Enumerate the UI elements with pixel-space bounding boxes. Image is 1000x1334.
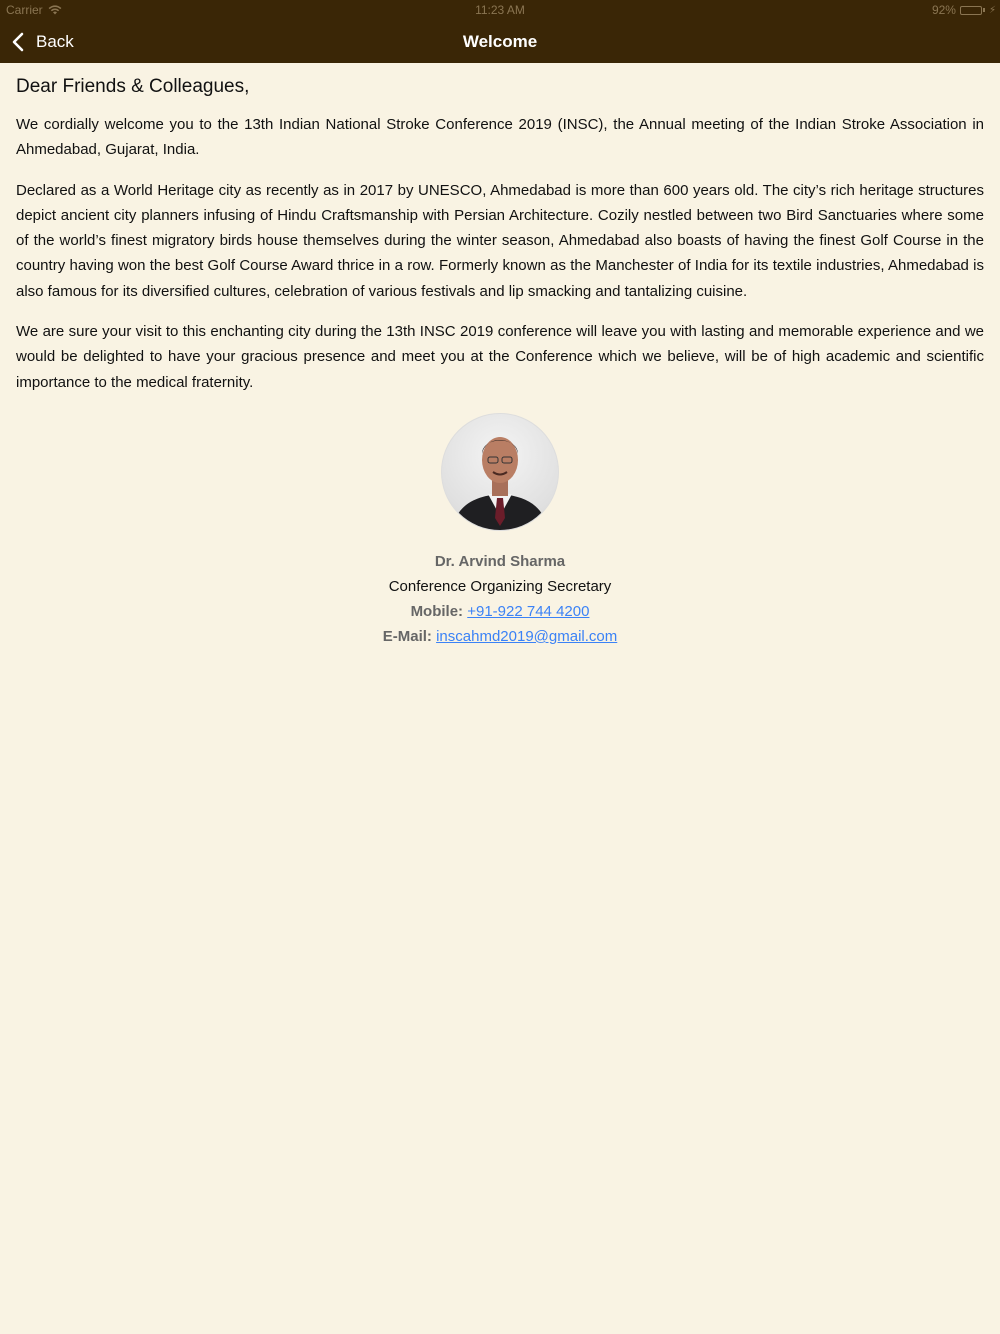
back-button[interactable] <box>8 20 74 63</box>
back-label: Back <box>36 31 74 51</box>
battery-tip <box>983 8 985 12</box>
city-paragraph: Declared as a World Heritage city as recently as in 2017 by UNESCO, Ahmedabad is more than 600 years old. The city’s rich heritage structures depict ancient city planners infusing of Hindu Craftsmanship with Persian Architecture. Cozily nestled between two Bird Sanctuaries where some of the world’s finest migratory birds house themselves during the winter season, Ahmedabad also boasts of having the finest Golf Course in the country having won the best Golf Course Award thrice in a row. Formerly known as the Manchester of India for its textile industries, Ahmedabad is also famous for its diversified cultures, celebration of various festivals and lip smacking and tantalizing cuisine. <box>16 181 984 300</box>
welcome-content <box>16 63 984 649</box>
battery-indicator <box>932 3 996 17</box>
page-title: Welcome <box>462 32 538 51</box>
battery-percent: 92% <box>931 3 956 17</box>
mobile-label: Mobile: <box>410 602 468 620</box>
email-link[interactable]: inscahmd2019@gmail.com <box>436 627 618 645</box>
email-label: E-Mail: <box>382 627 437 645</box>
battery-icon <box>960 6 982 15</box>
organizer-profile <box>16 413 984 649</box>
person-portrait-icon <box>442 414 558 530</box>
organizer-name: Dr. Arvind Sharma <box>434 552 566 570</box>
charging-icon: ⚡ <box>988 4 996 16</box>
status-time: 11:23 AM <box>475 3 525 17</box>
mobile-link[interactable]: +91-922 744 4200 <box>467 602 590 620</box>
mobile-line <box>16 599 984 624</box>
avatar <box>441 413 559 531</box>
chevron-left-icon <box>8 31 30 53</box>
carrier-label: Carrier <box>6 3 43 17</box>
invitation-paragraph: We are sure your visit to this enchanting city during the 13th INSC 2019 conference will leave you with lasting and memorable experience and we would be delighted to have your gracious presence and meet you at the Conference which we believe, will be of high academic and scientific importance to the medical fraternity. <box>16 323 984 391</box>
organizer-role: Conference Organizing Secretary <box>388 577 612 595</box>
email-line <box>16 624 984 649</box>
status-bar <box>0 0 1000 20</box>
greeting-heading: Dear Friends & Colleagues, <box>16 76 250 97</box>
welcome-paragraph: We cordially welcome you to the 13th Indian National Stroke Conference 2019 (INSC), the Annual meeting of the Indian Stroke Association in Ahmedabad, Gujarat, India. <box>16 116 984 159</box>
navigation-bar <box>0 20 1000 63</box>
